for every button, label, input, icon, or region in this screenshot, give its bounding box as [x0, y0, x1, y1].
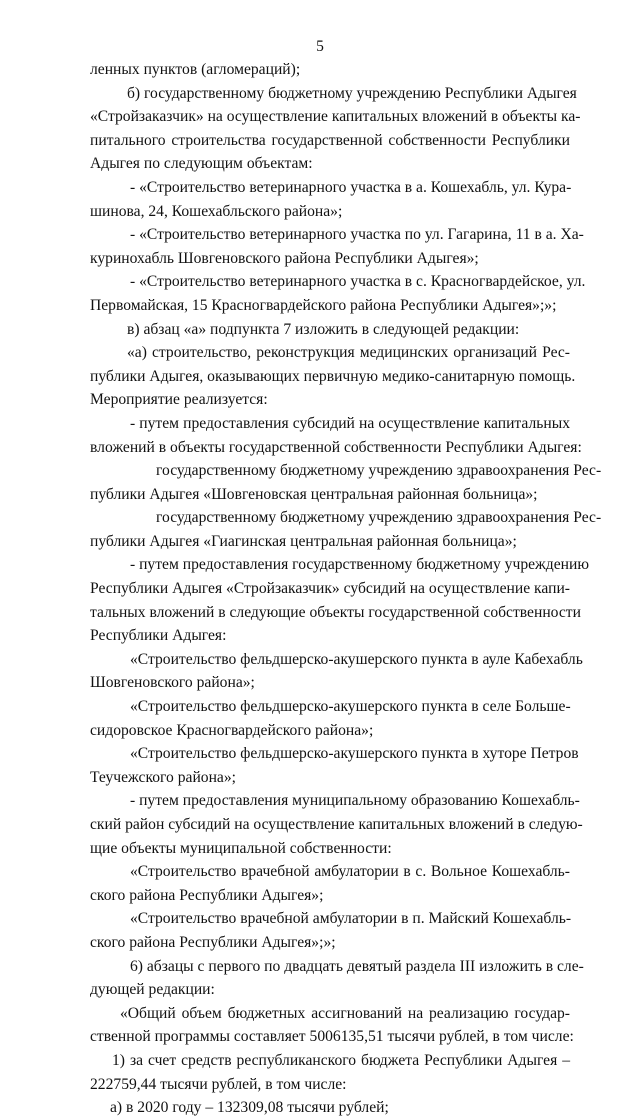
document-body [90, 58, 602, 1120]
text-line: в) абзац «а» подпункта 7 изложить в следующей редакции: [127, 320, 520, 338]
text-line: - «Строительство ветеринарного участка в с. Красногвардейское, ул. [130, 273, 586, 291]
text-line: ский район субсидий на осуществление капитальных вложений в следую- [90, 816, 583, 833]
text-line: - путем предоставления субсидий на осуществление капитальных [130, 414, 570, 432]
page-number: 5 [316, 38, 324, 55]
text-line: Первомайская, 15 Красногвардейского района Республики Адыгея»;»; [90, 296, 557, 314]
text-line: дующей редакции: [90, 981, 215, 999]
text-line: государственному бюджетному учреждению здравоохранения Рес- [156, 509, 602, 527]
text-line: тальных вложений в следующие объекты государственной собственности [90, 603, 581, 621]
text-line: «Строительство фельдшерско-акушерского пункта в ауле Кабехабль [130, 650, 583, 668]
text-line: публики Адыгея «Гиагинская центральная районная больница»; [90, 532, 517, 550]
text-line: «Стройзаказчик» на осуществление капитальных вложений в объекты ка- [90, 108, 581, 126]
text-line: ского района Республики Адыгея»; [90, 886, 324, 904]
text-line: публики Адыгея, оказывающих первичную медико-санитарную помощь. [90, 367, 576, 385]
text-line: куринохабль Шовгеновского района Республики Адыгея»; [90, 249, 479, 267]
text-line: ленных пунктов (агломераций); [90, 61, 301, 78]
text-line: Республики Адыгея: [90, 627, 227, 645]
text-line: 222759,44 тысячи рублей, в том числе: [90, 1075, 347, 1093]
text-line: «Строительство фельдшерско-акушерского пункта в селе Больше- [130, 698, 571, 716]
text-line: а) в 2020 году – 132309,08 тысячи рублей; [110, 1099, 389, 1117]
text-line: - «Строительство ветеринарного участка по ул. Гагарина, 11 в а. Ха- [130, 226, 584, 244]
text-line: государственному бюджетному учреждению здравоохранения Рес- [156, 462, 602, 480]
text-line: ского района Республики Адыгея»;»; [90, 933, 336, 951]
text-line: - путем предоставления государственному бюджетному учреждению [130, 556, 590, 574]
text-line: - путем предоставления муниципальному образованию Кошехабль- [130, 792, 580, 810]
text-line: «Общий объем бюджетных ассигнований на реализацию государ- [120, 1004, 570, 1022]
text-line: ственной программы составляет 5006135,51 тысячи рублей, в том числе: [90, 1028, 574, 1046]
text-line: Мероприятие реализуется: [90, 391, 268, 409]
text-line: Республики Адыгея «Стройзаказчик» субсидий на осуществление капи- [90, 580, 570, 598]
text-line: вложений в объекты государственной собственности Республики Адыгея: [90, 438, 582, 456]
text-line: «Строительство фельдшерско-акушерского пункта в хуторе Петров [130, 745, 579, 763]
text-line: 1) за счет средств республиканского бюджета Республики Адыгея – [112, 1051, 570, 1069]
text-line: сидоровское Красногвардейского района»; [90, 721, 374, 739]
text-line: «Строительство врачебной амбулатории в п. Майский Кошехабль- [130, 910, 572, 928]
text-line: б) государственному бюджетному учреждению Республики Адыгея [127, 84, 577, 102]
text-line: Адыгея по следующим объектам: [90, 155, 313, 173]
text-line: шинова, 24, Кошехабльского района»; [90, 202, 343, 220]
text-line: щие объекты муниципальной собственности: [90, 839, 392, 857]
text-line: публики Адыгея «Шовгеновская центральная районная больница»; [90, 485, 538, 503]
text-line: «Строительство врачебной амбулатории в с. Вольное Кошехабль- [130, 863, 570, 881]
text-line: 6) абзацы с первого по двадцать девятый раздела III изложить в сле- [130, 957, 584, 975]
text-line: питального строительства государственной собственности Республики [90, 131, 570, 149]
text-line: Теучежского района»; [90, 768, 236, 786]
text-line: - «Строительство ветеринарного участка в а. Кошехабль, ул. Кура- [130, 178, 572, 196]
text-line: Шовгеновского района»; [90, 674, 255, 692]
text-line: «а) строительство, реконструкция медицинских организаций Рес- [127, 344, 570, 362]
